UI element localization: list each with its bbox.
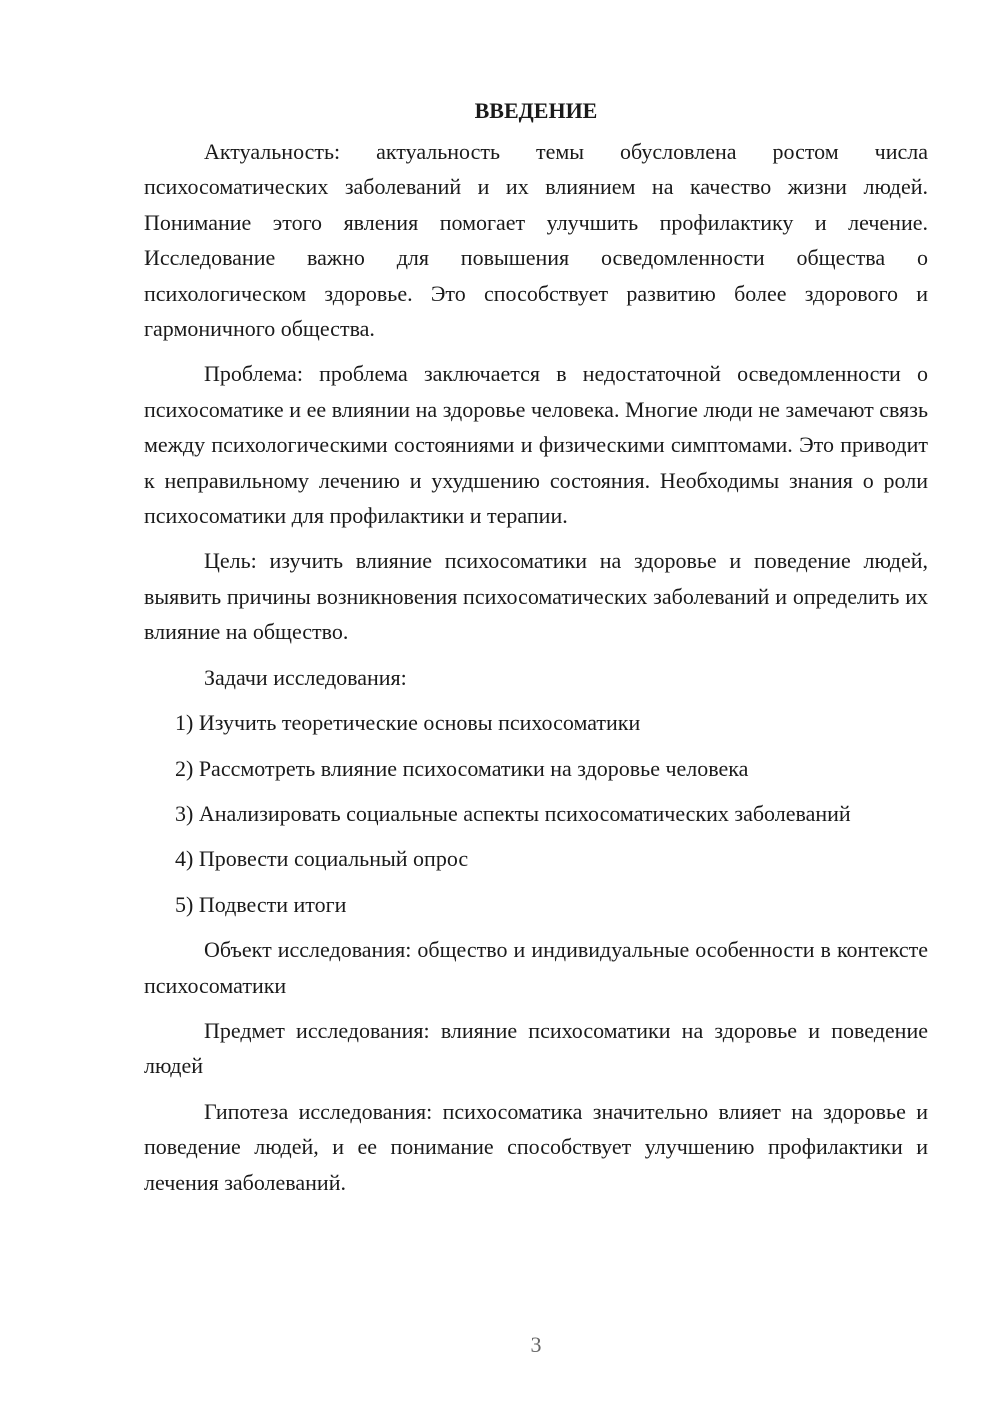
paragraph-object: Объект исследования: общество и индивидуальные особенности в контексте психосоматики — [144, 937, 928, 998]
page-title: ВВЕДЕНИЕ — [474, 98, 598, 123]
spacer — [144, 346, 928, 356]
task-item-1: 1) Изучить теоретические основы психосоматики — [175, 710, 641, 736]
paragraph-relevance: Актуальность: актуальность темы обусловлена ростом числа психосоматических заболеваний и их влиянием на качество жизни людей. Понимание этого явления помогает улучшить профилактику и лечение. Исследование важно для повышения осведомленности общества о психологическом здоровье. Это способствует развитию более здорового и гармоничного общества. — [144, 139, 928, 342]
spacer — [144, 877, 928, 887]
spacer — [144, 922, 928, 932]
document-page — [144, 94, 928, 1200]
page-number: 3 — [530, 1332, 542, 1357]
task-item-2: 2) Рассмотреть влияние психосоматики на здоровье человека — [175, 755, 749, 781]
spacer — [144, 695, 928, 705]
paragraph-subject: Предмет исследования: влияние психосоматики на здоровье и поведение людей — [144, 1017, 928, 1079]
spacer — [144, 1084, 928, 1094]
task-item-5: 5) Подвести итоги — [175, 891, 347, 917]
paragraph-hypothesis: Гипотеза исследования: психосоматика значительно влияет на здоровье и поведение людей, и ее понимание способствует улучшению профилактики и лечения заболеваний. — [144, 1098, 928, 1195]
spacer — [144, 650, 928, 660]
spacer — [144, 533, 928, 543]
paragraph-goal: Цель: изучить влияние психосоматики на здоровье и поведение людей, выявить причины возникновения психосоматических заболеваний и определить их влияние на общество. — [144, 548, 928, 645]
paragraph-problem: Проблема: проблема заключается в недостаточной осведомленности о психосоматике и ее влиянии на здоровье человека. Многие люди не замечают связь между психологическими состояниями и физическими симптомами. Это приводит к неправильному лечению и ухудшению состояния. Необходимы знания о роли психосоматики для профилактики и терапии. — [144, 361, 928, 529]
tasks-heading: Задачи исследования: — [204, 664, 407, 690]
task-item-4: 4) Провести социальный опрос — [175, 846, 469, 872]
task-item-3: 3) Анализировать социальные аспекты психосоматических заболеваний — [175, 800, 851, 826]
spacer — [144, 741, 928, 751]
spacer — [144, 1003, 928, 1013]
spacer — [144, 831, 928, 841]
spacer — [144, 786, 928, 796]
